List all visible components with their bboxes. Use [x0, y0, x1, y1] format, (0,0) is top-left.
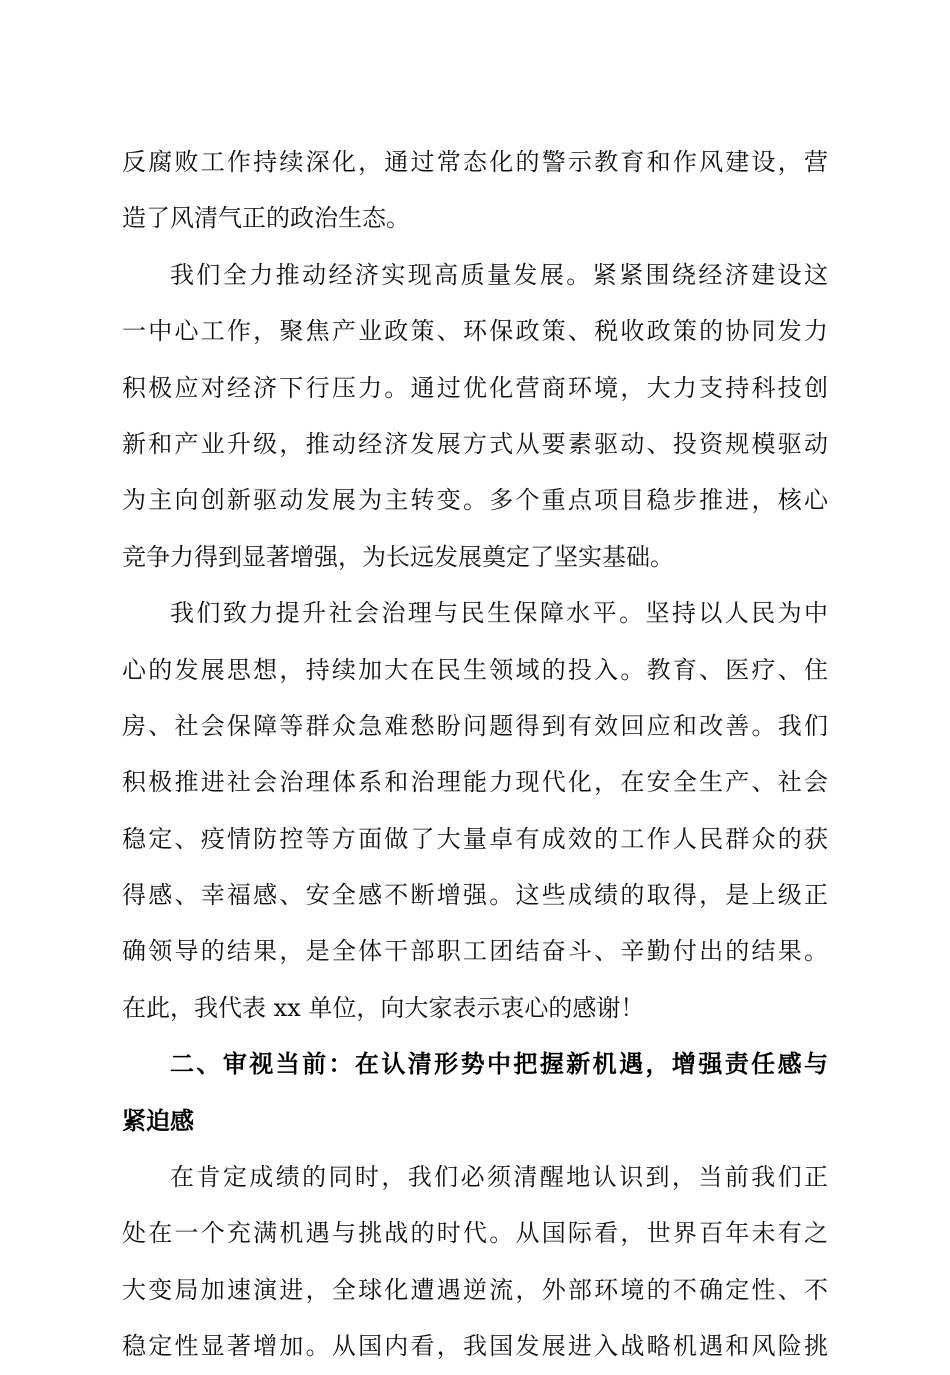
document-body: [122, 134, 828, 1375]
text-line: 房、社会保障等群众急难愁盼问题得到有效回应和改善。我们: [122, 711, 828, 740]
text-line: 在此，我代表 xx 单位，向大家表示衷心的感谢！: [122, 993, 645, 1022]
text-line: 稳定、疫情防控等方面做了大量卓有成效的工作人民群众的获: [122, 824, 828, 853]
text-line: 竞争力得到显著增强，为长远发展奠定了坚实基础。: [122, 542, 674, 571]
text-line: 大变局加速演进，全球化遭遇逆流，外部环境的不确定性、不: [122, 1275, 828, 1304]
text-line: 稳定性显著增加。从国内看，我国发展进入战略机遇和风险挑: [122, 1332, 828, 1361]
text-line: 得感、幸福感、安全感不断增强。这些成绩的取得，是上级正: [122, 881, 828, 910]
heading-line: 紧迫感: [122, 1106, 194, 1135]
heading-line: 二、审视当前：在认清形势中把握新机遇，增强责任感与: [170, 1050, 828, 1079]
text-line: 在肯定成绩的同时，我们必须清醒地认识到，当前我们正: [170, 1163, 828, 1192]
paragraph-1: [122, 134, 828, 247]
text-line: 确领导的结果，是全体干部职工团结奋斗、辛勤付出的结果。: [122, 937, 828, 966]
text-line: 反腐败工作持续深化，通过常态化的警示教育和作风建设，营: [122, 148, 828, 176]
text-line: 造了风清气正的政治生态。: [122, 204, 410, 233]
section-heading: [122, 1036, 828, 1149]
text-line: 心的发展思想，持续加大在民生领域的投入。教育、医疗、住: [122, 655, 828, 684]
paragraph-2: [122, 247, 828, 585]
paragraph-3: [122, 585, 828, 1036]
text-line: 积极应对经济下行压力。通过优化营商环境，大力支持科技创: [122, 373, 828, 402]
text-line: 为主向创新驱动发展为主转变。多个重点项目稳步推进，核心: [122, 486, 828, 515]
text-line: 新和产业升级，推动经济发展方式从要素驱动、投资规模驱动: [122, 429, 828, 458]
text-line: 积极推进社会治理体系和治理能力现代化，在安全生产、社会: [122, 768, 828, 797]
text-line: 一中心工作，聚焦产业政策、环保政策、税收政策的协同发力: [122, 317, 828, 346]
text-line: 我们致力提升社会治理与民生保障水平。坚持以人民为中: [170, 599, 828, 628]
text-line: 我们全力推动经济实现高质量发展。紧紧围绕经济建设这: [170, 260, 828, 289]
paragraph-4: [122, 1149, 828, 1375]
text-line: 处在一个充满机遇与挑战的时代。从国际看，世界百年未有之: [122, 1219, 828, 1248]
